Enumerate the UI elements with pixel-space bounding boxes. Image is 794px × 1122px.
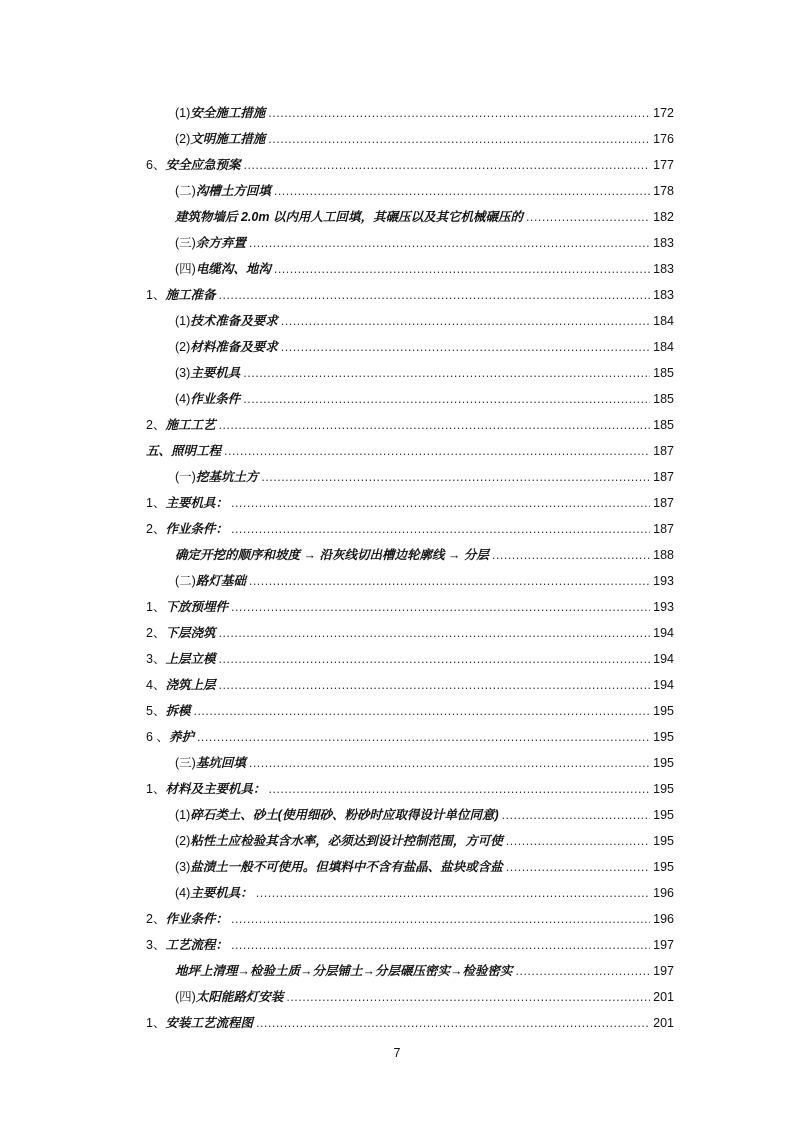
dot-leader (231, 594, 650, 620)
toc-entry-page: 185 (653, 366, 674, 380)
dot-leader (281, 308, 650, 334)
toc-entry-title: 盐渍土一般不可使用。但填料中不含有盐晶、盐块或含盐 (190, 860, 503, 874)
toc-entry-title: 地坪上清理→检验土质→分层铺土→分层碾压密实→检验密实 (175, 964, 513, 978)
toc-entry[interactable] (146, 594, 674, 620)
toc-entry[interactable] (146, 542, 674, 568)
toc-entry-label (146, 776, 265, 802)
toc-entry[interactable] (146, 412, 674, 438)
toc-entry[interactable] (146, 932, 674, 958)
dot-leader (268, 776, 650, 802)
toc-entry-page: 195 (653, 704, 674, 718)
toc-entry-page: 184 (653, 314, 674, 328)
toc-entry-title: 碎石类土、砂土(使用细砂、粉砂时应取得设计单位同意) (190, 808, 499, 822)
toc-entry[interactable] (146, 464, 674, 490)
dot-leader (249, 568, 650, 594)
toc-entry-label (146, 464, 258, 490)
dot-leader (218, 412, 650, 438)
toc-entry-label (146, 828, 503, 854)
toc-entry-label (146, 646, 215, 672)
page-number: 7 (393, 1046, 401, 1060)
toc-entry-number: 2、 (146, 912, 166, 926)
toc-entry-number: (二) (175, 184, 196, 198)
toc-entry-number: 3、 (146, 652, 166, 666)
toc-entry-label (146, 438, 221, 464)
toc-entry[interactable] (146, 152, 674, 178)
toc-entry-number: (三) (175, 236, 196, 250)
toc-entry-number: (二) (175, 574, 196, 588)
dot-leader (516, 958, 651, 984)
toc-entry-page: 185 (653, 418, 674, 432)
toc-entry-page: 197 (653, 964, 674, 978)
toc-entry-page: 194 (653, 626, 674, 640)
toc-entry-number: (四) (175, 262, 196, 276)
toc-entry[interactable] (146, 1010, 674, 1036)
dot-leader (231, 516, 650, 542)
toc-entry-label (146, 958, 513, 984)
toc-entry-label (146, 360, 240, 386)
dot-leader (249, 230, 650, 256)
dot-leader (249, 750, 650, 776)
dot-leader (231, 906, 650, 932)
toc-entry-title: 作业条件： (165, 522, 228, 536)
toc-entry-label (146, 698, 190, 724)
toc-entry-title: 浇筑上层 (165, 678, 216, 692)
toc-entry-page: 195 (653, 782, 674, 796)
toc-entry-title: 太阳能路灯安装 (195, 990, 284, 1004)
toc-entry-number: 2、 (146, 418, 166, 432)
toc-entry[interactable] (146, 230, 674, 256)
toc-entry-page: 201 (653, 990, 674, 1004)
toc-entry[interactable] (146, 568, 674, 594)
toc-entry-number: 4、 (146, 678, 166, 692)
toc-entry-page: 183 (653, 262, 674, 276)
toc-entry-page: 187 (653, 444, 674, 458)
toc-entry-title: 粘性土应检验其含水率，必须达到设计控制范围，方可使 (190, 834, 503, 848)
toc-entry-label (146, 204, 523, 230)
dot-leader (197, 724, 650, 750)
toc-entry[interactable] (146, 698, 674, 724)
toc-entry-label (146, 724, 194, 750)
toc-entry-label (146, 412, 215, 438)
dot-leader (506, 854, 650, 880)
toc-entry-title: 建筑物墙后 2.0m 以内用人工回填，其碾压以及其它机械碾压的 (175, 210, 523, 224)
toc-entry-label (146, 984, 283, 1010)
toc-entry-number: (2) (175, 834, 191, 848)
toc-entry-title: 上层立模 (165, 652, 216, 666)
toc-entry-label (146, 308, 278, 334)
toc-entry-number: 5、 (146, 704, 166, 718)
toc-entry-title: 沟槽土方回填 (195, 184, 271, 198)
dot-leader (274, 256, 650, 282)
toc-entry-page: 194 (653, 678, 674, 692)
toc-entry-title: 主要机具： (165, 496, 228, 510)
toc-entry-title: 工艺流程： (165, 938, 228, 952)
toc-entry-number: (四) (175, 990, 196, 1004)
toc-entry-page: 188 (653, 548, 674, 562)
toc-entry-number: 6 、 (146, 730, 169, 744)
toc-entry-page: 201 (653, 1016, 674, 1030)
toc-entry-label (146, 516, 228, 542)
toc-entry-page: 176 (653, 132, 674, 146)
toc-entry[interactable] (146, 100, 674, 126)
toc-entry-page: 178 (653, 184, 674, 198)
toc-entry-number: (一) (175, 470, 196, 484)
toc-entry-title: 施工工艺 (165, 418, 216, 432)
toc-entry-number: 1、 (146, 288, 166, 302)
toc-entry[interactable] (146, 672, 674, 698)
toc-entry[interactable] (146, 724, 674, 750)
dot-leader (218, 620, 650, 646)
toc-entry[interactable] (146, 308, 674, 334)
toc-entry-page: 195 (653, 730, 674, 744)
toc-entry-title: 技术准备及要求 (190, 314, 278, 328)
dot-leader (231, 490, 650, 516)
toc-entry-title: 文明施工措施 (190, 132, 266, 146)
toc-entry[interactable] (146, 620, 674, 646)
toc-entry-number: 2、 (146, 522, 166, 536)
toc-entry-number: (1) (175, 808, 191, 822)
toc-entry-title: 余方弃置 (195, 236, 246, 250)
dot-leader (243, 386, 650, 412)
toc-entry[interactable] (146, 854, 674, 880)
toc-entry-number: (三) (175, 756, 196, 770)
toc-entry-number: (3) (175, 366, 191, 380)
dot-leader (268, 100, 650, 126)
toc-entry-label (146, 932, 228, 958)
toc-entry-title: 挖基坑土方 (195, 470, 259, 484)
dot-leader (286, 984, 650, 1010)
dot-leader (261, 464, 650, 490)
toc-entry-label (146, 490, 228, 516)
toc-entry-title: 主要机具 (190, 366, 241, 380)
toc-entry[interactable] (146, 516, 674, 542)
toc-entry-label (146, 568, 246, 594)
dot-leader (218, 646, 650, 672)
toc-entry-number: 1、 (146, 782, 166, 796)
dot-leader (243, 152, 650, 178)
toc-entry-title: 安装工艺流程图 (165, 1016, 253, 1030)
toc-entry[interactable] (146, 750, 674, 776)
toc-entry[interactable] (146, 802, 674, 828)
toc-entry[interactable] (146, 438, 674, 464)
toc-entry-label (146, 230, 246, 256)
toc-entry-number: 6、 (146, 158, 166, 172)
toc-entry-page: 177 (653, 158, 674, 172)
table-of-contents (146, 100, 674, 1036)
toc-entry-page: 187 (653, 522, 674, 536)
toc-entry-label (146, 854, 503, 880)
toc-entry[interactable] (146, 282, 674, 308)
toc-entry-label (146, 802, 499, 828)
toc-entry-page: 183 (653, 236, 674, 250)
toc-entry-title: 材料及主要机具： (165, 782, 266, 796)
toc-entry-label (146, 282, 215, 308)
toc-entry-page: 194 (653, 652, 674, 666)
toc-entry-label (146, 542, 489, 568)
toc-entry-number: (2) (175, 340, 191, 354)
toc-entry-title: 材料准备及要求 (190, 340, 278, 354)
toc-entry-title: 下层浇筑 (165, 626, 216, 640)
toc-entry-label (146, 178, 271, 204)
toc-entry-number: 2、 (146, 626, 166, 640)
toc-entry-label (146, 152, 240, 178)
toc-entry-label (146, 620, 215, 646)
toc-entry-number: (3) (175, 860, 191, 874)
dot-leader (502, 802, 651, 828)
toc-entry-label (146, 1010, 253, 1036)
dot-leader (506, 828, 650, 854)
dot-leader (218, 672, 650, 698)
toc-entry-title: 作业条件： (165, 912, 228, 926)
toc-entry-label (146, 672, 215, 698)
toc-entry-title: 确定开挖的顺序和坡度 → 沿灰线切出槽边轮廓线 → 分层 (175, 548, 489, 562)
toc-entry-page: 196 (653, 912, 674, 926)
toc-entry[interactable] (146, 906, 674, 932)
toc-entry[interactable] (146, 776, 674, 802)
toc-entry-number: 1、 (146, 496, 166, 510)
toc-entry-page: 195 (653, 756, 674, 770)
toc-entry-title: 作业条件 (190, 392, 241, 406)
dot-leader (218, 282, 650, 308)
toc-entry-label (146, 906, 228, 932)
toc-entry-page: 187 (653, 496, 674, 510)
dot-leader (224, 438, 650, 464)
toc-entry-title: 拆模 (165, 704, 191, 718)
toc-entry[interactable] (146, 178, 674, 204)
dot-leader (526, 204, 650, 230)
toc-entry-page: 193 (653, 574, 674, 588)
toc-entry-title: 安全施工措施 (190, 106, 266, 120)
toc-entry[interactable] (146, 828, 674, 854)
dot-leader (231, 932, 650, 958)
toc-entry-title: 五、照明工程 (146, 444, 222, 458)
toc-entry[interactable] (146, 256, 674, 282)
toc-entry-page: 172 (653, 106, 674, 120)
toc-entry-title: 施工准备 (165, 288, 216, 302)
toc-entry-label (146, 386, 240, 412)
toc-entry-page: 185 (653, 392, 674, 406)
toc-entry-label (146, 100, 265, 126)
toc-entry-label (146, 594, 228, 620)
toc-entry[interactable] (146, 204, 674, 230)
toc-entry-title: 电缆沟、地沟 (195, 262, 271, 276)
toc-entry-title: 路灯基础 (195, 574, 246, 588)
toc-entry[interactable] (146, 334, 674, 360)
toc-entry-page: 196 (653, 886, 674, 900)
toc-entry-page: 193 (653, 600, 674, 614)
toc-entry-number: (1) (175, 106, 191, 120)
dot-leader (243, 360, 650, 386)
toc-entry-number: 3、 (146, 938, 166, 952)
dot-leader (281, 334, 650, 360)
toc-entry[interactable] (146, 646, 674, 672)
toc-entry-number: 1、 (146, 600, 166, 614)
dot-leader (193, 698, 650, 724)
toc-entry[interactable] (146, 958, 674, 984)
toc-entry[interactable] (146, 880, 674, 906)
toc-entry-title: 基坑回填 (195, 756, 246, 770)
dot-leader (256, 880, 650, 906)
toc-entry-number: (4) (175, 392, 191, 406)
toc-entry-number: (2) (175, 132, 191, 146)
toc-entry-page: 182 (653, 210, 674, 224)
toc-entry-page: 195 (653, 860, 674, 874)
dot-leader (274, 178, 650, 204)
toc-entry[interactable] (146, 360, 674, 386)
toc-entry-label (146, 750, 246, 776)
toc-entry-label (146, 334, 278, 360)
toc-entry-page: 197 (653, 938, 674, 952)
toc-entry-label (146, 256, 271, 282)
toc-entry-page: 195 (653, 834, 674, 848)
toc-entry-page: 195 (653, 808, 674, 822)
dot-leader (492, 542, 650, 568)
toc-entry[interactable] (146, 386, 674, 412)
toc-entry-number: (1) (175, 314, 191, 328)
toc-entry-page: 183 (653, 288, 674, 302)
toc-entry[interactable] (146, 126, 674, 152)
toc-entry-label (146, 880, 253, 906)
toc-entry-label (146, 126, 265, 152)
toc-entry-page: 187 (653, 470, 674, 484)
dot-leader (256, 1010, 650, 1036)
toc-entry-page: 184 (653, 340, 674, 354)
toc-entry-number: 1、 (146, 1016, 166, 1030)
toc-entry-title: 主要机具： (190, 886, 253, 900)
toc-entry[interactable] (146, 490, 674, 516)
toc-entry-title: 养护 (168, 730, 194, 744)
toc-entry[interactable] (146, 984, 674, 1010)
toc-entry-title: 下放预埋件 (165, 600, 228, 614)
toc-entry-title: 安全应急预案 (165, 158, 241, 172)
toc-entry-number: (4) (175, 886, 191, 900)
dot-leader (268, 126, 650, 152)
